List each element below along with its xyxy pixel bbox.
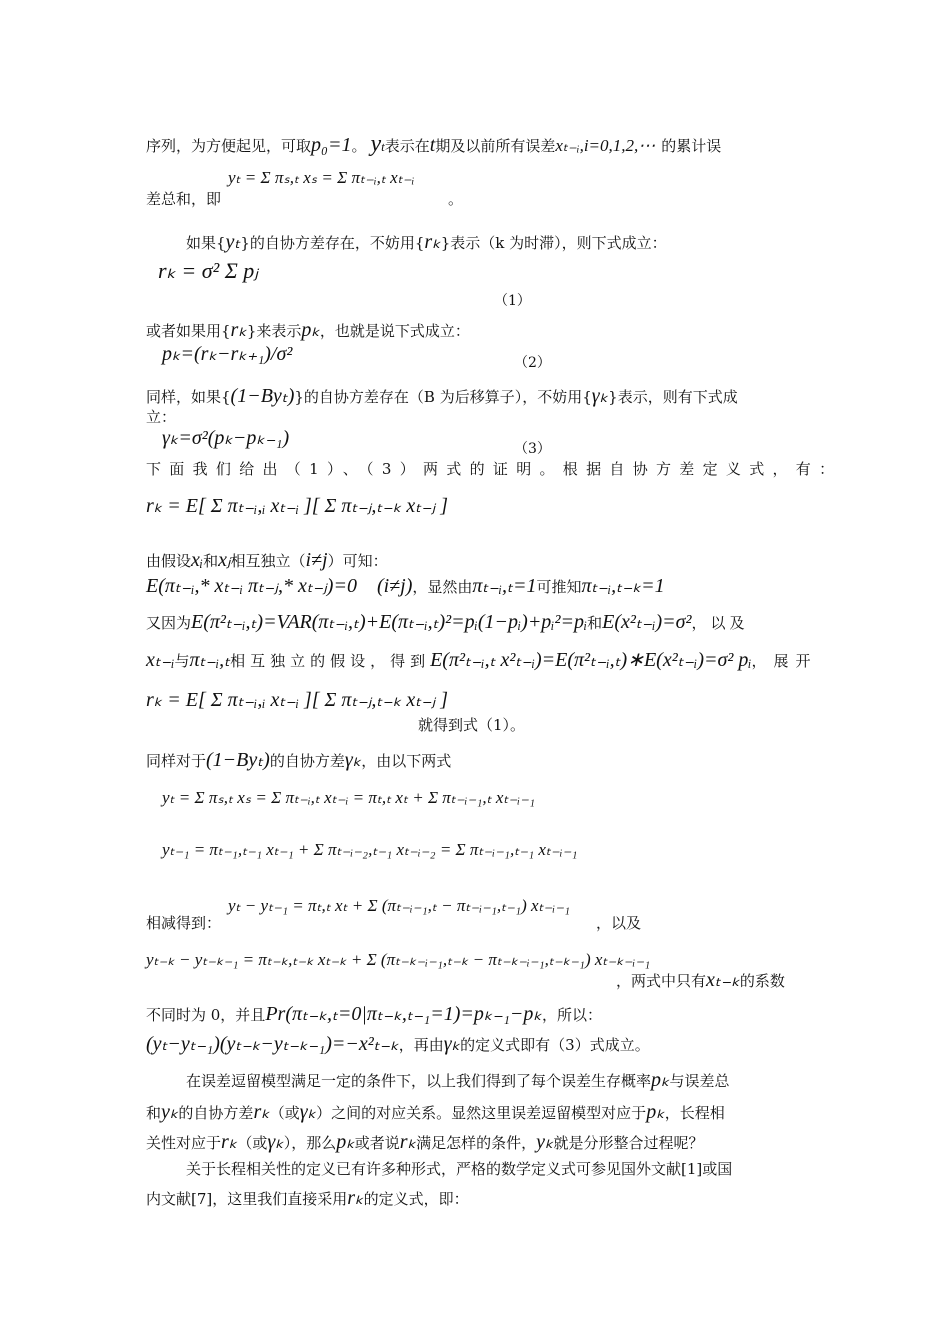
text: ，显然由 [412,578,473,596]
equation-number: （2） [514,355,551,371]
formula: E(π²ₜ₋ᵢ,ₜ)=VAR(πₜ₋ᵢ,ₜ)+E(πₜ₋ᵢ,ₜ)²=pᵢ(1−pᵢ)+pᵢ²=pᵢ [191,611,588,633]
formula: (yₜ−yₜ₋₁)(yₜ₋ₖ−yₜ₋ₖ₋₁)=−x²ₜ₋ₖ [146,1033,399,1055]
formula: rₖ [253,1101,270,1123]
text-line [146,1130,704,1154]
text-line [146,548,388,572]
formula: πₜ₋ᵢ,ₜ=1 [472,575,537,597]
formula: Pr(πₜ₋ₖ,ₜ=0|πₜ₋ₖ,ₜ₋₁=1)=pₖ₋₁−pₖ [265,1003,542,1025]
formula: t [429,134,436,156]
formula: E(πₜ₋ᵢ,* xₜ₋ᵢ πₜ₋ⱼ,* xₜ₋ⱼ)=0 [146,575,357,597]
text-line [146,384,738,408]
formula: yₖ [161,1101,179,1123]
text: 下面我们给出（1）、（3）两式的证明。根据自协方差定义式，有： [146,460,843,478]
text-line [186,230,667,254]
text: }表示（k 为时滞），则下式成立： [440,234,667,252]
text: 差总和，即 [146,190,222,208]
text: ，长程相 [664,1104,725,1122]
formula: πₜ₋ᵢ,ₜ [189,649,231,671]
text: ）可知： [327,552,388,570]
text: 可推知 [536,578,582,596]
formula: xᵢ [191,549,204,571]
text-line [146,748,451,772]
formula: p₀=1 [311,134,352,156]
text: 。 [351,137,367,155]
formula: pₖ [646,1101,665,1123]
text: 关性对应于 [146,1134,222,1152]
formula: xₜ₋ₖ [706,969,740,991]
text-line [146,648,818,672]
text: 相互独立的假设，得到 [230,652,431,670]
formula: yₖ [536,1131,554,1153]
text: 如果{ [186,234,226,252]
text: 同样对于 [146,752,207,770]
text-line [146,610,749,634]
text: 关于长程相关性的定义已有许多种形式，严格的数学定义式可参见国外文献[1]或国 [186,1160,733,1178]
text: }的自协方差存在，不妨用{ [240,234,425,252]
text-line [186,1068,730,1092]
formula: yₜ = Σ πₛ,ₜ xₛ = Σ πₜ₋ᵢ,ₜ xₜ₋ᵢ [228,168,415,187]
text-line [146,190,221,208]
equation-number: （3） [514,441,551,457]
text: 在误差逗留模型满足一定的条件下，以上我们得到了每个误差生存概率 [186,1072,652,1090]
text: 由假设 [146,552,192,570]
formula: xₜ₋ᵢ,i=0,1,2,⋯ [555,136,656,155]
formula: γₖ [344,749,362,771]
text: 和 [203,552,219,570]
text: 的定义式，即： [363,1190,469,1208]
formula: pₖ [301,319,320,341]
formula: E(x²ₜ₋ᵢ)=σ² [602,611,692,633]
formula: γₖ [299,1101,317,1123]
text-line [146,574,665,598]
formula: i≠j [305,549,328,571]
text: ，两式中只有 [616,972,707,990]
text: 与 [174,652,190,670]
text: 内文献[7]，这里我们直接采用 [146,1190,348,1208]
text-line [146,1032,650,1056]
text: }来表示 [246,322,302,340]
equation-7: yₜ₋₁ = πₜ₋₁,ₜ₋₁ xₜ₋₁ + Σ πₜ₋ᵢ₋₂,ₜ₋₁ xₜ₋ᵢ₋₂ = Σ πₜ₋ᵢ₋₁,ₜ₋₁ xₜ₋ᵢ₋₁ [162,840,578,859]
text: 立： [146,408,177,426]
formula: γₖ [267,1131,284,1153]
equation-4: rₖ = E[ Σ πₜ₋ᵢ,ᵢ xₜ₋ᵢ ][ Σ πₜ₋ⱼ,ₜ₋ₖ xₜ₋ⱼ ] [146,495,448,517]
text: 的累计误 [661,137,722,155]
text-line: 序列，为方便起见，可取p₀=1。 yt表示在t期及以前所有误差xₜ₋ᵢ,i=0,1,2,⋯ 的累计误 [146,131,722,157]
text: 与误差总 [669,1072,730,1090]
text: 和 [146,1104,162,1122]
text: 满足怎样的条件， [416,1134,537,1152]
formula: (1−Byₜ) [206,749,270,771]
text: 的自协方差 [178,1104,254,1122]
text: 不同时为 0，并且 [146,1006,266,1024]
text: 的自协方差 [269,752,345,770]
text: （或 [269,1104,300,1122]
text: 或者如果用{ [146,322,231,340]
equation-9: yₜ₋ₖ − yₜ₋ₖ₋₁ = πₜ₋ₖ,ₜ₋ₖ xₜ₋ₖ + Σ (πₜ₋ₖ₋ᵢ₋₁,ₜ₋ₖ − πₜ₋ₖ₋ᵢ₋₁,ₜ₋ₖ₋₁) xₜ₋ₖ₋ᵢ₋₁ [146,950,651,969]
text-line [146,1100,725,1124]
text: }表示，则有下式成 [608,388,738,406]
text: 就得到式（1）。 [418,716,526,734]
text: 的系数 [739,972,785,990]
formula: rₖ [221,1131,238,1153]
equation-5: rₖ = E[ Σ πₜ₋ᵢ,ᵢ xₜ₋ᵢ ][ Σ πₜ₋ⱼ,ₜ₋ₖ xₜ₋ⱼ ] [146,689,448,711]
text: 又因为 [146,614,192,632]
formula: pₖ [336,1131,355,1153]
text: ，所以： [541,1006,602,1024]
text-line [616,968,785,992]
equation-number: （1） [494,293,531,309]
text: }的自协方差存在（B 为后移算子），不妨用{ [294,388,592,406]
formula: πₜ₋ᵢ,ₜ₋ₖ=1 [581,575,665,597]
text: （或 [237,1134,268,1152]
formula: yₜ [225,231,241,253]
equation-1: rₖ = σ² Σ pⱼ [158,258,259,283]
formula: pₖ [651,1069,670,1091]
equation-3: γₖ=σ²(pₖ−pₖ₋₁) [162,427,290,449]
text: ，展开 [751,652,818,670]
text: 相互独立（ [230,552,306,570]
formula: rₖ [230,319,247,341]
text: 就是分形整合过程呢？ [553,1134,704,1152]
text: 或者说 [354,1134,400,1152]
formula: xₜ₋ᵢ [146,649,175,671]
equation-2: pₖ=(rₖ−rₖ₊₁)/σ² [162,343,293,365]
text: 序列，为方便起见，可取 [146,137,312,155]
text: 。 [448,190,464,208]
text: ，由以下两式 [361,752,452,770]
equation-6: yₜ = Σ πₛ,ₜ xₛ = Σ πₜ₋ᵢ,ₜ xₜ₋ᵢ = πₜ,ₜ xₜ + Σ πₜ₋ᵢ₋₁,ₜ xₜ₋ᵢ₋₁ [162,788,535,807]
text: 同样，如果{ [146,388,231,406]
formula: E(π²ₜ₋ᵢ,ₜ x²ₜ₋ᵢ)=E(π²ₜ₋ᵢ,ₜ)∗E(x²ₜ₋ᵢ)=σ² pᵢ [430,649,752,671]
text: 期及以前所有误差 [435,137,556,155]
text: 表示在 [384,137,430,155]
text: ）之间的对应关系。显然这里误差逗留模型对应于 [316,1104,647,1122]
text: ，以及 [596,914,642,932]
formula: rₖ [347,1187,364,1209]
equation-8: yₜ − yₜ₋₁ = πₜ,ₜ xₜ + Σ (πₜ₋ᵢ₋₁,ₜ − πₜ₋ᵢ₋₁,ₜ₋₁) xₜ₋ᵢ₋₁ [228,896,571,915]
formula: γₖ [591,385,609,407]
formula: rₖ [424,231,441,253]
text: ，以及 [691,614,749,632]
text-line [146,1186,469,1210]
formula: rₖ [399,1131,417,1153]
formula: γₖ [443,1033,461,1055]
formula: y [370,131,382,157]
text: 的定义式即有（3）式成立。 [460,1036,650,1054]
text-line [146,318,470,342]
text: 和 [587,614,603,632]
text: ，也就是说下式成立： [319,322,470,340]
formula: (i≠j) [376,575,413,597]
text-line [146,1002,602,1026]
text: ，再由 [398,1036,444,1054]
text: 相减得到： [146,914,222,932]
formula: (1−Byₜ) [230,385,295,407]
formula: xⱼ [218,549,231,571]
text: ），那么 [283,1134,337,1152]
